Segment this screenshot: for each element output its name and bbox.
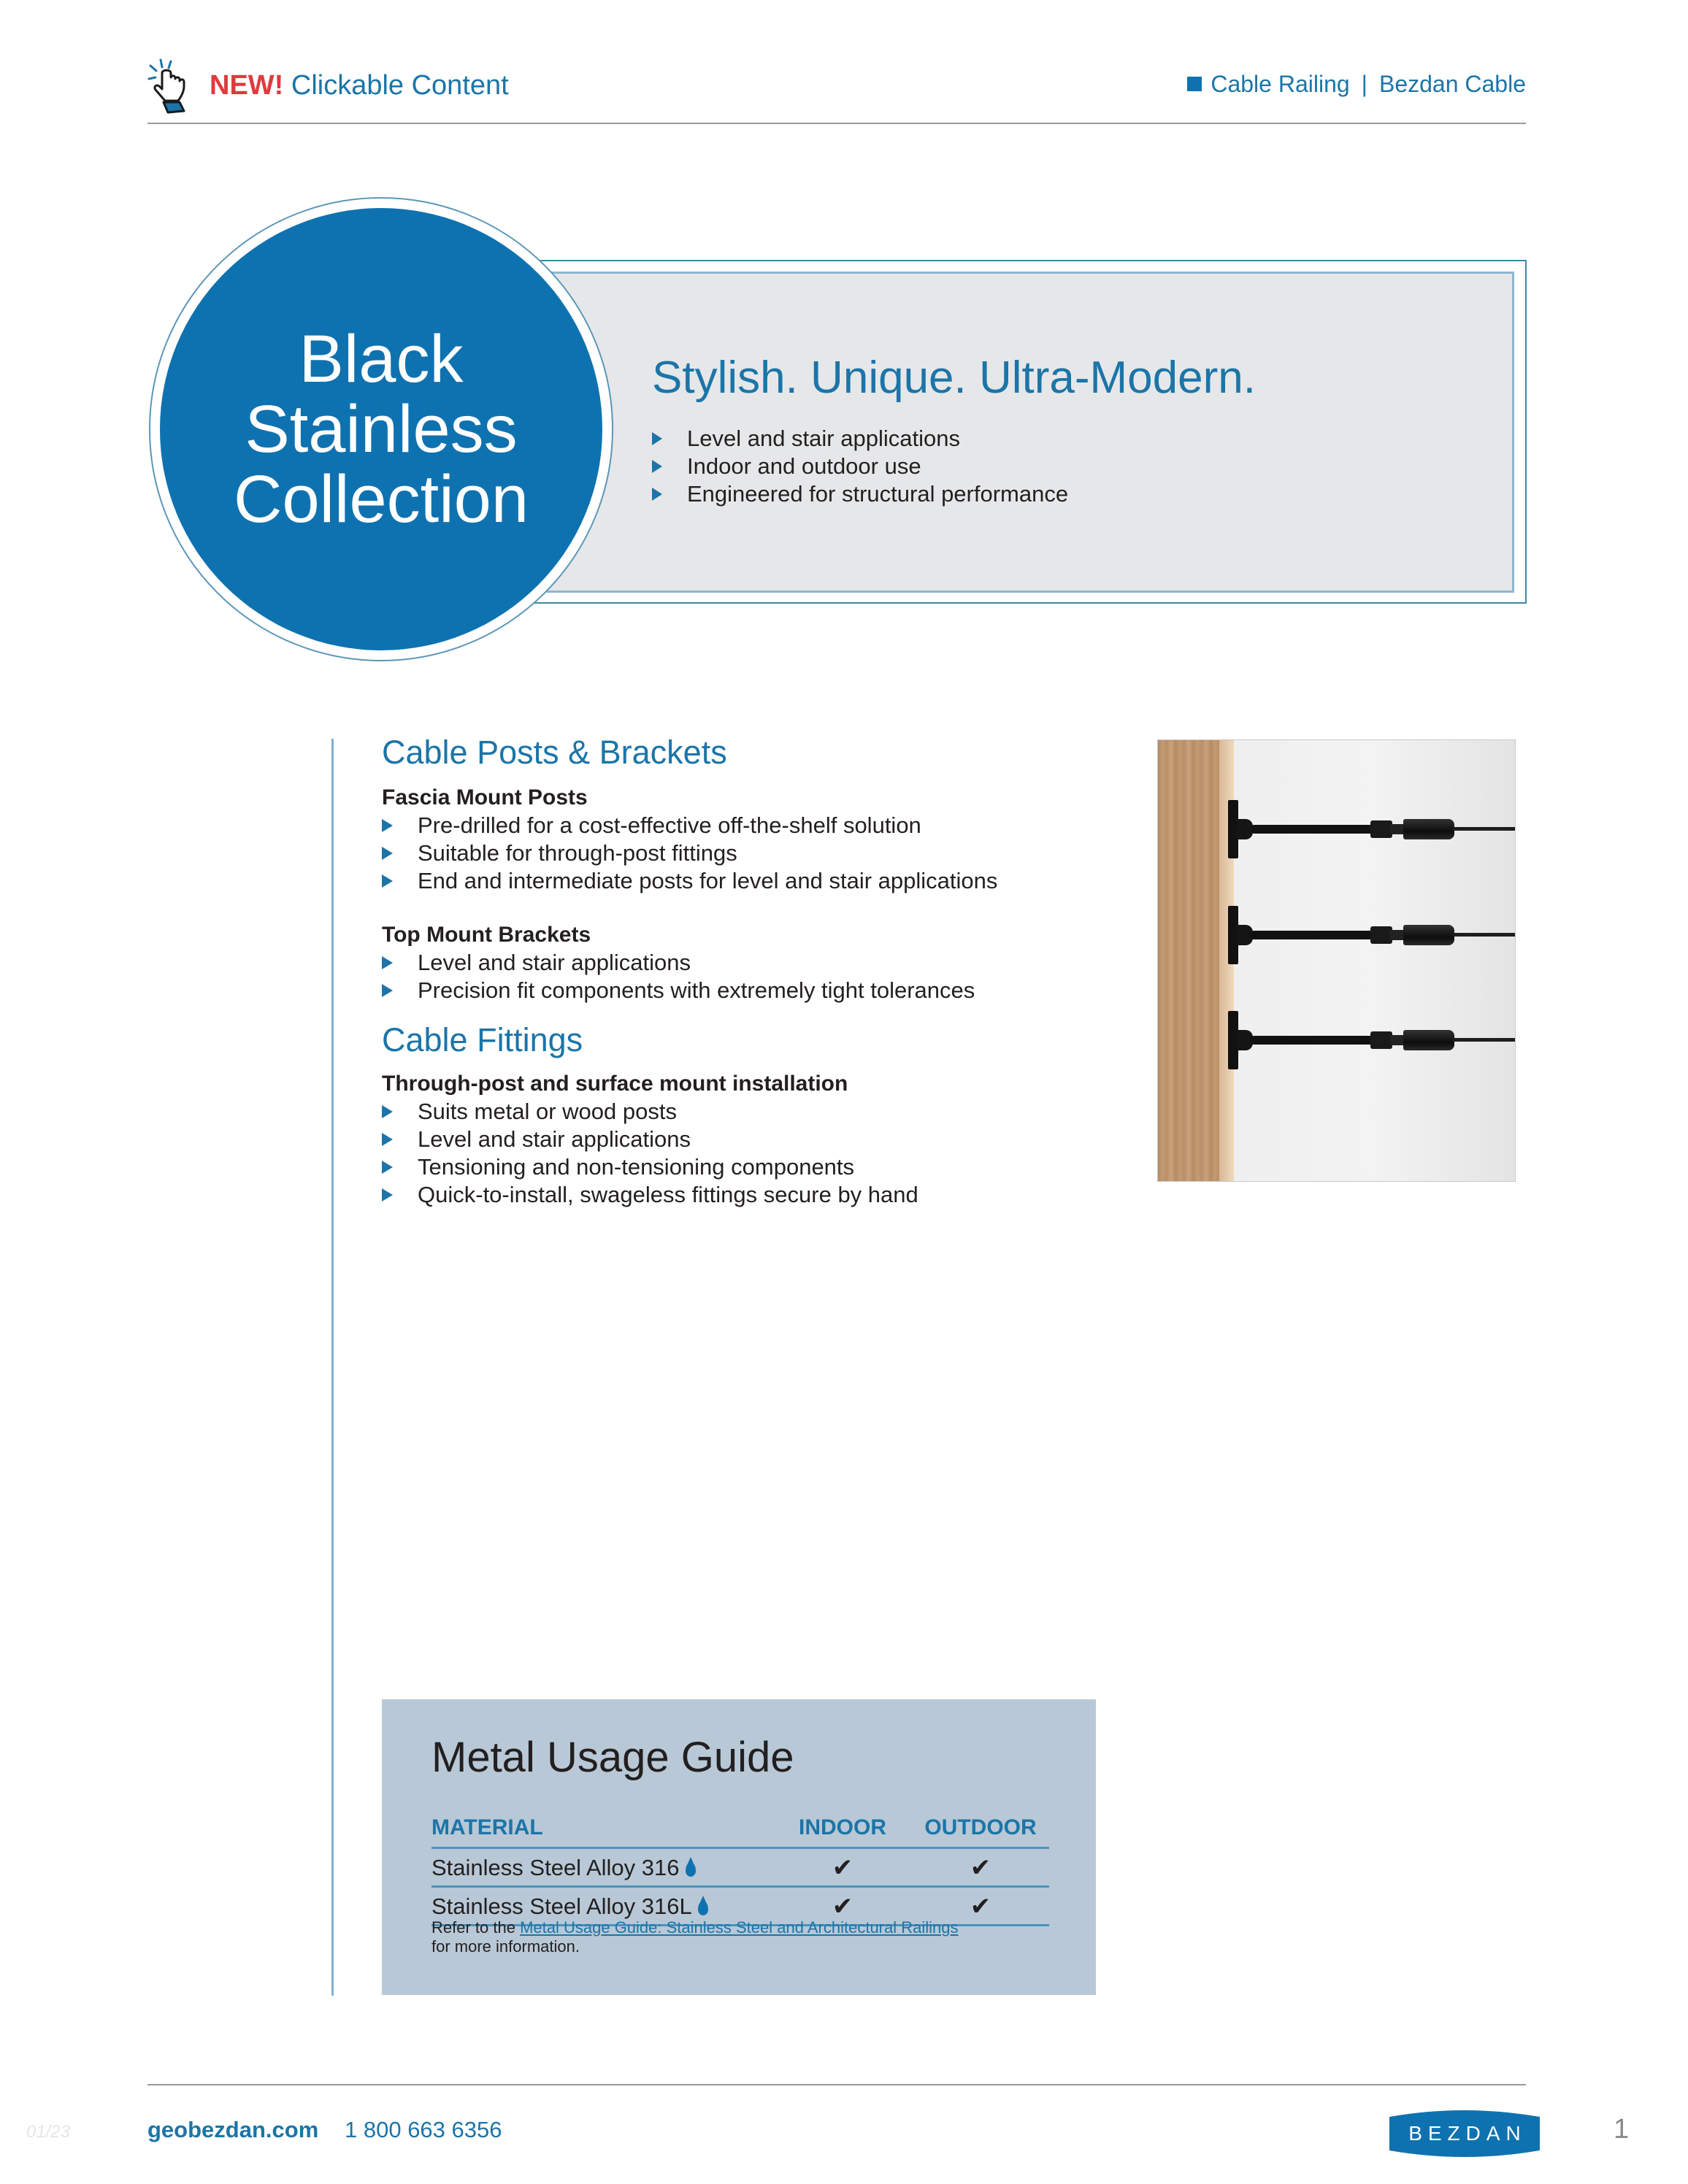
note-prefix: Refer to the <box>431 1918 521 1937</box>
column-header-indoor: INDOOR <box>773 1809 912 1848</box>
list-item <box>382 1181 1127 1209</box>
list-item-text: Level and stair applications <box>687 426 960 451</box>
collection-badge <box>160 208 602 650</box>
cable-fitting <box>1228 906 1516 964</box>
section-cable-fittings <box>382 1018 1127 1209</box>
list-item-text: Engineered for structural performance <box>687 481 1069 507</box>
clickable-content-label: Clickable Content <box>291 70 509 101</box>
list-item-text: End and intermediate posts for level and stair applications <box>418 868 998 893</box>
collection-title <box>234 322 529 537</box>
cable-fitting <box>1228 1011 1516 1069</box>
page-number: 1 <box>1614 2114 1630 2145</box>
logo-text: BEZDAN <box>1408 2122 1527 2145</box>
cable-fitting <box>1228 800 1516 858</box>
list-item-text: Level and stair applications <box>418 950 691 975</box>
list-item-text: Tensioning and non-tensioning components <box>418 1154 855 1180</box>
table-header-row <box>431 1809 1049 1848</box>
material-cell <box>431 1848 773 1887</box>
water-drop-icon <box>686 1862 696 1877</box>
list-item-text: Precision fit components with extremely tight tolerances <box>418 977 975 1003</box>
column-header-outdoor: OUTDOOR <box>912 1809 1049 1848</box>
list-item <box>652 425 1068 453</box>
header-breadcrumb <box>1187 67 1526 101</box>
indoor-check-icon: ✔ <box>773 1887 912 1926</box>
bezdan-logo[interactable] <box>1389 2108 1540 2159</box>
breadcrumb-separator: | <box>1361 71 1367 97</box>
collection-title-line: Black <box>299 322 464 396</box>
indoor-check-icon: ✔ <box>773 1848 912 1887</box>
guide-note <box>431 1918 959 1956</box>
triangle-bullet-icon <box>652 460 662 473</box>
list-item <box>382 1153 1127 1181</box>
note-suffix: for more information. <box>431 1937 580 1956</box>
list-item <box>652 480 1068 508</box>
bullet-list <box>382 1098 1127 1209</box>
subsection-title[interactable]: Fascia Mount Posts <box>382 785 588 810</box>
subsection-title[interactable]: Through-post and surface mount installation <box>382 1072 848 1096</box>
triangle-bullet-icon <box>382 956 393 969</box>
collection-title-line: Collection <box>234 462 529 537</box>
triangle-bullet-icon <box>382 819 393 832</box>
category-label[interactable]: Cable Railing <box>1211 71 1350 97</box>
clickable-content-banner[interactable] <box>210 67 509 104</box>
phone-number[interactable]: 1 800 663 6356 <box>345 2117 502 2142</box>
list-item <box>652 453 1068 480</box>
section-cable-posts-brackets <box>382 730 1127 1004</box>
triangle-bullet-icon <box>382 847 393 860</box>
list-item <box>382 949 1127 977</box>
triangle-bullet-icon <box>652 432 662 445</box>
date-code: 01/23 <box>26 2122 71 2142</box>
content-side-rule <box>331 739 334 1996</box>
footer-divider <box>147 2084 1526 2085</box>
triangle-bullet-icon <box>382 1188 393 1201</box>
triangle-bullet-icon <box>382 874 393 888</box>
metal-usage-guide-link[interactable]: Metal Usage Guide: Stainless Steel and Architectural Railings <box>520 1918 959 1937</box>
triangle-bullet-icon <box>382 1161 393 1174</box>
brand-section-label[interactable]: Bezdan Cable <box>1378 71 1526 97</box>
new-label: NEW! <box>210 70 284 101</box>
list-item-text: Pre-drilled for a cost-effective off-the-shelf solution <box>418 812 921 838</box>
website-link[interactable]: geobezdan.com <box>147 2117 319 2142</box>
list-item <box>382 977 1127 1004</box>
outdoor-check-icon: ✔ <box>912 1848 1049 1887</box>
section-title[interactable]: Cable Fittings <box>382 1021 583 1058</box>
triangle-bullet-icon <box>382 984 393 997</box>
product-photo[interactable] <box>1157 739 1516 1182</box>
list-item-text: Suits metal or wood posts <box>418 1099 677 1124</box>
metal-usage-guide <box>382 1699 1096 1995</box>
material-name: Stainless Steel Alloy 316 <box>431 1855 680 1880</box>
list-item <box>382 839 1127 867</box>
collection-title-line: Stainless <box>245 392 518 466</box>
bullet-list <box>382 949 1127 1004</box>
material-name: Stainless Steel Alloy 316L <box>431 1893 692 1919</box>
product-sections <box>382 730 1127 1209</box>
hero-feature-list <box>652 425 1068 508</box>
pointer-hand-click-icon <box>146 57 197 114</box>
hero-tagline: Stylish. Unique. Ultra-Modern. <box>652 353 1256 403</box>
list-item <box>382 1098 1127 1126</box>
list-item <box>382 812 1127 839</box>
list-item-text: Quick-to-install, swageless fittings secure by hand <box>418 1182 918 1207</box>
bullet-list <box>382 812 1127 895</box>
water-drop-icon <box>698 1901 708 1915</box>
list-item-text: Suitable for through-post fittings <box>418 840 737 866</box>
triangle-bullet-icon <box>382 1105 393 1118</box>
column-header-material: MATERIAL <box>431 1809 773 1848</box>
guide-title: Metal Usage Guide <box>431 1734 794 1781</box>
wood-post <box>1158 740 1219 1181</box>
header-divider <box>147 123 1526 124</box>
list-item-text: Level and stair applications <box>418 1126 691 1152</box>
triangle-bullet-icon <box>382 1133 393 1146</box>
triangle-bullet-icon <box>652 488 662 501</box>
list-item-text: Indoor and outdoor use <box>687 453 921 479</box>
outdoor-check-icon: ✔ <box>912 1887 1049 1926</box>
square-marker-icon <box>1187 77 1202 91</box>
table-row <box>431 1848 1049 1887</box>
subsection-title[interactable]: Top Mount Brackets <box>382 923 591 947</box>
list-item <box>382 867 1127 895</box>
section-title[interactable]: Cable Posts & Brackets <box>382 734 727 771</box>
metal-usage-table <box>431 1809 1049 1926</box>
list-item <box>382 1126 1127 1153</box>
